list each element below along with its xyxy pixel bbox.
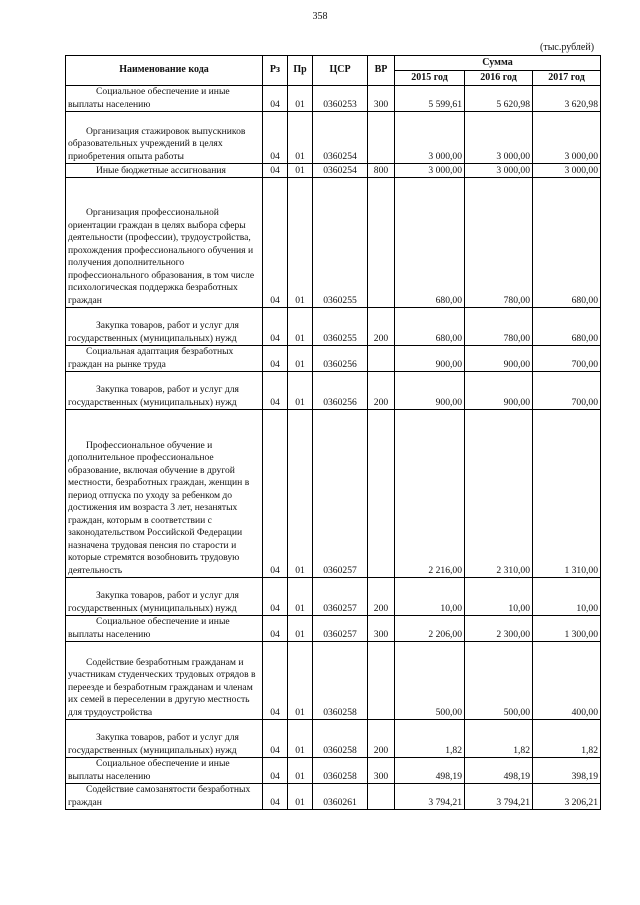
table-row bbox=[66, 112, 601, 164]
row-2017: 1,82 bbox=[533, 720, 601, 758]
row-2015: 10,00 bbox=[395, 578, 465, 616]
row-vr bbox=[368, 784, 395, 810]
row-pr: 01 bbox=[288, 784, 313, 810]
row-rz: 04 bbox=[263, 86, 288, 112]
row-2015: 900,00 bbox=[395, 372, 465, 410]
row-rz: 04 bbox=[263, 346, 288, 372]
row-name-text: Социальное обеспечение и иные выплаты населению bbox=[68, 616, 230, 640]
header-2015: 2015 год bbox=[395, 71, 465, 86]
row-2015: 5 599,61 bbox=[395, 86, 465, 112]
row-pr: 01 bbox=[288, 578, 313, 616]
row-2015: 498,19 bbox=[395, 758, 465, 784]
row-vr: 200 bbox=[368, 720, 395, 758]
row-pr: 01 bbox=[288, 758, 313, 784]
row-name-text: Социальная адаптация безработных граждан на рынке труда bbox=[68, 346, 234, 370]
row-vr bbox=[368, 642, 395, 720]
row-vr: 800 bbox=[368, 164, 395, 178]
row-pr: 01 bbox=[288, 410, 313, 578]
header-pr: Пр bbox=[288, 56, 313, 86]
row-csr: 0360258 bbox=[313, 720, 368, 758]
row-name-text: Закупка товаров, работ и услуг для государственных (муниципальных) нужд bbox=[68, 732, 239, 756]
table-row bbox=[66, 758, 601, 784]
row-vr: 300 bbox=[368, 758, 395, 784]
row-2017: 700,00 bbox=[533, 346, 601, 372]
row-2016: 2 310,00 bbox=[465, 410, 533, 578]
row-name-text: Организация профессиональной ориентации граждан в целях выбора сферы деятельности (профессии), трудоустройства, прохождения профессионального обучения и получения дополнительного профессионального образования, в том числе психологическая поддержка безработных граждан bbox=[68, 207, 255, 306]
row-rz: 04 bbox=[263, 164, 288, 178]
row-2017: 3 000,00 bbox=[533, 112, 601, 164]
table-row bbox=[66, 578, 601, 616]
row-pr: 01 bbox=[288, 86, 313, 112]
row-2017: 1 300,00 bbox=[533, 616, 601, 642]
row-csr: 0360255 bbox=[313, 178, 368, 308]
row-rz: 04 bbox=[263, 372, 288, 410]
row-csr: 0360258 bbox=[313, 642, 368, 720]
row-name bbox=[66, 86, 263, 112]
row-csr: 0360261 bbox=[313, 784, 368, 810]
table-row bbox=[66, 642, 601, 720]
table-row bbox=[66, 616, 601, 642]
row-name bbox=[66, 308, 263, 346]
table-row bbox=[66, 178, 601, 308]
row-csr: 0360258 bbox=[313, 758, 368, 784]
row-vr bbox=[368, 112, 395, 164]
row-csr: 0360254 bbox=[313, 112, 368, 164]
row-rz: 04 bbox=[263, 410, 288, 578]
row-rz: 04 bbox=[263, 758, 288, 784]
row-2017: 680,00 bbox=[533, 308, 601, 346]
row-2016: 900,00 bbox=[465, 372, 533, 410]
units-label: (тыс.рублей) bbox=[540, 42, 595, 53]
row-name bbox=[66, 642, 263, 720]
row-pr: 01 bbox=[288, 308, 313, 346]
row-pr: 01 bbox=[288, 346, 313, 372]
table-row bbox=[66, 86, 601, 112]
row-2015: 2 206,00 bbox=[395, 616, 465, 642]
row-csr: 0360253 bbox=[313, 86, 368, 112]
table-row bbox=[66, 784, 601, 810]
header-csr: ЦСР bbox=[313, 56, 368, 86]
header-vr: ВР bbox=[368, 56, 395, 86]
row-name-text: Организация стажировок выпускников образовательных учреждений в целях приобретения опыта работы bbox=[68, 125, 246, 162]
table-row bbox=[66, 720, 601, 758]
row-2015: 680,00 bbox=[395, 308, 465, 346]
budget-table bbox=[65, 55, 601, 810]
row-2016: 780,00 bbox=[465, 178, 533, 308]
row-csr: 0360256 bbox=[313, 346, 368, 372]
row-2017: 1 310,00 bbox=[533, 410, 601, 578]
row-2015: 3 794,21 bbox=[395, 784, 465, 810]
row-name-text: Содействие самозанятости безработных граждан bbox=[68, 784, 251, 808]
row-name-text: Иные бюджетные ассигнования bbox=[96, 164, 226, 176]
row-2016: 500,00 bbox=[465, 642, 533, 720]
header-sum: Сумма bbox=[395, 56, 601, 71]
header-2017: 2017 год bbox=[533, 71, 601, 86]
row-name bbox=[66, 616, 263, 642]
row-2017: 3 620,98 bbox=[533, 86, 601, 112]
row-name-text: Социальное обеспечение и иные выплаты населению bbox=[68, 758, 230, 782]
row-csr: 0360257 bbox=[313, 616, 368, 642]
row-name-text: Профессиональное обучение и дополнительное профессиональное образование, включая обучение в другой местности, безработных граждан, женщин в период отпуска по уходу за ребенком до достижения им возраста 3 лет, незанятых граждан, которым в соответствии с законодательством Российской Федерации назначена трудовая пенсия по старости и которые стремятся возобновить трудовую деятельность bbox=[68, 439, 250, 576]
row-vr bbox=[368, 178, 395, 308]
row-2016: 3 000,00 bbox=[465, 112, 533, 164]
row-2017: 700,00 bbox=[533, 372, 601, 410]
row-csr: 0360255 bbox=[313, 308, 368, 346]
row-name-text: Закупка товаров, работ и услуг для государственных (муниципальных) нужд bbox=[68, 590, 239, 614]
row-rz: 04 bbox=[263, 112, 288, 164]
row-csr: 0360257 bbox=[313, 578, 368, 616]
row-2015: 500,00 bbox=[395, 642, 465, 720]
row-2016: 3 794,21 bbox=[465, 784, 533, 810]
header-2016: 2016 год bbox=[465, 71, 533, 86]
row-pr: 01 bbox=[288, 642, 313, 720]
row-name bbox=[66, 720, 263, 758]
row-name bbox=[66, 346, 263, 372]
row-2016: 1,82 bbox=[465, 720, 533, 758]
row-rz: 04 bbox=[263, 616, 288, 642]
row-2015: 3 000,00 bbox=[395, 112, 465, 164]
row-name-text: Социальное обеспечение и иные выплаты населению bbox=[68, 86, 230, 110]
row-rz: 04 bbox=[263, 784, 288, 810]
row-pr: 01 bbox=[288, 178, 313, 308]
row-name bbox=[66, 578, 263, 616]
row-2017: 400,00 bbox=[533, 642, 601, 720]
row-2016: 10,00 bbox=[465, 578, 533, 616]
row-2017: 10,00 bbox=[533, 578, 601, 616]
row-name-text: Закупка товаров, работ и услуг для государственных (муниципальных) нужд bbox=[68, 384, 239, 408]
row-vr: 200 bbox=[368, 372, 395, 410]
row-2016: 5 620,98 bbox=[465, 86, 533, 112]
row-2017: 3 000,00 bbox=[533, 164, 601, 178]
row-vr bbox=[368, 346, 395, 372]
row-name-text: Содействие безработным гражданам и участникам студенческих трудовых отрядов в переезде и безработным гражданам и членам их семей в переселении в другую местность для трудоустройства bbox=[68, 656, 256, 718]
row-name bbox=[66, 178, 263, 308]
row-rz: 04 bbox=[263, 720, 288, 758]
page-number: 358 bbox=[312, 11, 328, 22]
row-csr: 0360254 bbox=[313, 164, 368, 178]
row-pr: 01 bbox=[288, 112, 313, 164]
row-name-text: Закупка товаров, работ и услуг для государственных (муниципальных) нужд bbox=[68, 320, 239, 344]
row-rz: 04 bbox=[263, 578, 288, 616]
row-name bbox=[66, 758, 263, 784]
row-2016: 900,00 bbox=[465, 346, 533, 372]
table-row bbox=[66, 308, 601, 346]
row-name bbox=[66, 410, 263, 578]
row-2015: 900,00 bbox=[395, 346, 465, 372]
row-vr: 300 bbox=[368, 86, 395, 112]
row-name bbox=[66, 164, 263, 178]
row-2015: 1,82 bbox=[395, 720, 465, 758]
row-vr bbox=[368, 410, 395, 578]
row-csr: 0360256 bbox=[313, 372, 368, 410]
row-rz: 04 bbox=[263, 178, 288, 308]
row-2015: 2 216,00 bbox=[395, 410, 465, 578]
row-2016: 780,00 bbox=[465, 308, 533, 346]
row-2016: 498,19 bbox=[465, 758, 533, 784]
row-name bbox=[66, 784, 263, 810]
header-name: Наименование кода bbox=[66, 56, 263, 86]
row-vr: 200 bbox=[368, 308, 395, 346]
row-name bbox=[66, 372, 263, 410]
table-row bbox=[66, 410, 601, 578]
row-2015: 680,00 bbox=[395, 178, 465, 308]
row-name bbox=[66, 112, 263, 164]
row-pr: 01 bbox=[288, 164, 313, 178]
row-rz: 04 bbox=[263, 642, 288, 720]
row-vr: 300 bbox=[368, 616, 395, 642]
row-vr: 200 bbox=[368, 578, 395, 616]
row-rz: 04 bbox=[263, 308, 288, 346]
row-2017: 3 206,21 bbox=[533, 784, 601, 810]
header-rz: Рз bbox=[263, 56, 288, 86]
table-row bbox=[66, 346, 601, 372]
row-2016: 3 000,00 bbox=[465, 164, 533, 178]
table-body bbox=[66, 86, 601, 810]
row-2017: 398,19 bbox=[533, 758, 601, 784]
row-2016: 2 300,00 bbox=[465, 616, 533, 642]
table-row bbox=[66, 164, 601, 178]
row-2015: 3 000,00 bbox=[395, 164, 465, 178]
row-pr: 01 bbox=[288, 720, 313, 758]
row-csr: 0360257 bbox=[313, 410, 368, 578]
row-pr: 01 bbox=[288, 616, 313, 642]
table-row bbox=[66, 372, 601, 410]
row-2017: 680,00 bbox=[533, 178, 601, 308]
row-pr: 01 bbox=[288, 372, 313, 410]
